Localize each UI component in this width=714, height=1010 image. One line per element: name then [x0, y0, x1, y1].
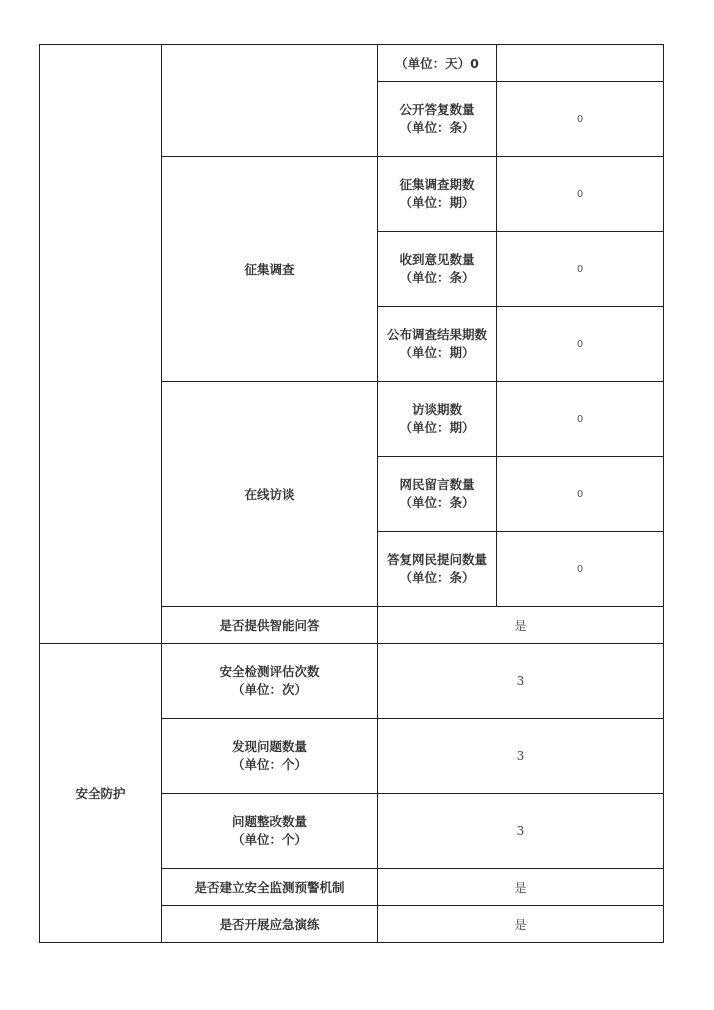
- value-cell: [497, 45, 664, 82]
- value-cell: 3: [378, 794, 664, 869]
- metric-cell: [378, 457, 497, 532]
- metric-unit: （单位：期）: [399, 420, 475, 435]
- category-cell-security: 安全防护: [40, 644, 162, 943]
- value-cell: 3: [378, 719, 664, 794]
- subcategory-cell-interview: 在线访谈: [162, 382, 378, 607]
- metric-cell: [378, 307, 497, 382]
- metric-unit: （单位：期）: [399, 345, 475, 360]
- metric-name: 发现问题数量: [231, 739, 307, 754]
- metric-unit: （单位：个）: [231, 832, 307, 847]
- value-cell: 0: [497, 382, 664, 457]
- metric-cell: [162, 719, 378, 794]
- table-row: [40, 644, 664, 719]
- metric-unit: （单位：条）: [399, 570, 475, 585]
- metric-cell: （单位：天）0: [378, 45, 497, 82]
- subcategory-cell-smart-qa: 是否提供智能问答: [162, 607, 378, 644]
- value-cell: 0: [497, 532, 664, 607]
- metric-cell: [378, 157, 497, 232]
- metric-name: 收到意见数量: [399, 252, 475, 267]
- metric-unit: （单位：条）: [399, 120, 475, 135]
- metric-unit: （单位：期）: [399, 195, 475, 210]
- metric-cell: 是否建立安全监测预警机制: [162, 869, 378, 906]
- metric-cell: [378, 232, 497, 307]
- value-cell: 0: [497, 232, 664, 307]
- metric-cell: 是否开展应急演练: [162, 906, 378, 943]
- metric-name: 安全检测评估次数: [219, 664, 320, 679]
- value-cell: 0: [497, 157, 664, 232]
- metric-cell: [378, 82, 497, 157]
- value-cell: 0: [497, 307, 664, 382]
- category-cell-interaction: [40, 45, 162, 644]
- metric-name: 征集调查期数: [399, 177, 475, 192]
- metric-cell: [378, 532, 497, 607]
- value-cell: 3: [378, 644, 664, 719]
- metric-unit: （单位：个）: [231, 757, 307, 772]
- subcategory-cell-survey: 征集调查: [162, 157, 378, 382]
- value-cell: 0: [497, 457, 664, 532]
- metric-name: 答复网民提问数量: [386, 552, 487, 567]
- metric-name: 网民留言数量: [399, 477, 475, 492]
- metric-cell: [162, 644, 378, 719]
- metric-name: 访谈期数: [411, 402, 462, 417]
- metric-cell: [162, 794, 378, 869]
- metric-unit: （单位：条）: [399, 495, 475, 510]
- metric-unit: （单位：次）: [231, 682, 307, 697]
- value-cell: 0: [497, 82, 664, 157]
- value-cell: 是: [378, 607, 664, 644]
- metric-name: 公布调查结果期数: [386, 327, 487, 342]
- metric-cell: [378, 382, 497, 457]
- metric-name: 公开答复数量: [399, 102, 475, 117]
- report-table: [39, 44, 664, 943]
- metric-name: 问题整改数量: [231, 814, 307, 829]
- table-row: [40, 45, 664, 82]
- value-cell: 是: [378, 906, 664, 943]
- value-cell: 是: [378, 869, 664, 906]
- metric-unit: （单位：条）: [399, 270, 475, 285]
- subcategory-cell-empty: [162, 45, 378, 157]
